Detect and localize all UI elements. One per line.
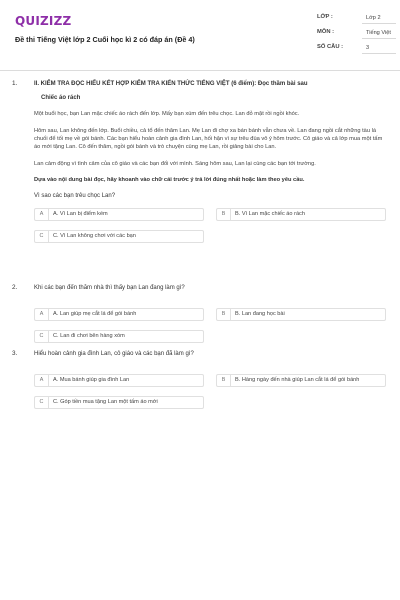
option-b[interactable] xyxy=(216,208,386,221)
option-b[interactable] xyxy=(216,374,386,387)
page-title: Đề thi Tiếng Việt lớp 2 Cuối học kì 2 có đáp án (Đề 4) xyxy=(15,35,195,44)
meta-label: MÔN : xyxy=(317,29,335,35)
meta-value: Tiếng Việt xyxy=(362,27,396,39)
meta-row-class xyxy=(317,12,397,27)
meta-label: SỐ CÂU : xyxy=(317,44,344,50)
section-title: II. KIỂM TRA ĐỌC HIỂU KẾT HỢP KIỂM TRA KIẾN THỨC TIẾNG VIỆT (6 điểm): Đọc thầm bài sau xyxy=(34,81,308,87)
question-body xyxy=(34,350,386,406)
option-text: B. Vì Lan mặc chiếc áo rách xyxy=(235,211,305,217)
passage-paragraph: Hôm sau, Lan không đến lớp. Buổi chiều, cả tổ đến thăm Lan. Mẹ Lan đi chợ xa bán bánh vẫn chưa về. Lan đang ngồi cắt những tàu lá chuối để tối mẹ về gói bánh. Các bạn hiểu hoàn cảnh gia đình Lan, hối hận vì sự trêu đùa vô ý hôm trước. Cô giáo và cả lớp mua một tấm áo mới tặng Lan. Cô đến thăm, ngồi gói bánh và trò chuyện cùng mẹ Lan, rồi giảng bài cho Lan. xyxy=(34,128,383,150)
meta-table xyxy=(317,12,397,57)
meta-row-count xyxy=(317,42,397,57)
passage-paragraph: Một buổi học, bạn Lan mặc chiếc áo rách đến lớp. Mấy bạn xúm đến trêu chọc. Lan đỏ mặt rồi ngồi khóc. xyxy=(34,111,300,117)
passage-paragraph: Lan cảm động vì tình cảm của cô giáo và các bạn đối với mình. Sáng hôm sau, Lan lại cùng các bạn tới trường. xyxy=(34,161,316,167)
option-text: C. Lan đi chơi bên hàng xóm xyxy=(53,333,125,339)
option-c[interactable] xyxy=(34,396,204,409)
question-number: 2. xyxy=(12,284,18,291)
question-body xyxy=(34,80,386,248)
question-number: 3. xyxy=(12,350,18,357)
meta-row-subject xyxy=(317,27,397,42)
options-group xyxy=(34,208,386,248)
instruction-text: Dựa vào nội dung bài đọc, hãy khoanh vào chữ cái trước ý trả lời đúng nhất hoặc làm theo yêu cầu. xyxy=(34,177,305,183)
meta-label: LỚP : xyxy=(317,14,333,20)
option-c[interactable] xyxy=(34,230,204,243)
option-a[interactable] xyxy=(34,208,204,221)
question-prompt: Vì sao các bạn trêu chọc Lan? xyxy=(34,193,116,199)
option-text: B. Lan đang học bài xyxy=(235,311,285,317)
question-number: 1. xyxy=(12,80,18,87)
option-letter: C xyxy=(35,231,49,242)
options-group xyxy=(34,300,386,340)
option-letter: A xyxy=(35,375,49,386)
story-title: Chiếc áo rách xyxy=(41,95,81,101)
meta-value: Lớp 2 xyxy=(362,12,396,24)
option-letter: B xyxy=(217,209,231,220)
option-letter: B xyxy=(217,309,231,320)
meta-value: 3 xyxy=(362,42,396,54)
question-body xyxy=(34,284,386,340)
option-letter: B xyxy=(217,375,231,386)
worksheet-header xyxy=(12,10,391,62)
option-letter: C xyxy=(35,331,49,342)
option-letter: C xyxy=(35,397,49,408)
options-group xyxy=(34,366,386,406)
option-text: C. Vì Lan không chơi với các bạn xyxy=(53,233,136,239)
option-text: A. Lan giúp mẹ cắt lá để gói bánh xyxy=(53,311,137,317)
question-prompt: Hiểu hoàn cảnh gia đình Lan, cô giáo và các bạn đã làm gì? xyxy=(34,351,194,357)
option-text: C. Góp tiền mua tặng Lan một tấm áo mới xyxy=(53,399,158,405)
option-letter: A xyxy=(35,209,49,220)
quizizz-logo: QUIZIZZ xyxy=(15,14,72,28)
option-text: B. Hàng ngày đến nhà giúp Lan cắt lá để gói bánh xyxy=(235,377,360,383)
option-a[interactable] xyxy=(34,374,204,387)
option-c[interactable] xyxy=(34,330,204,343)
option-text: A. Vì Lan bị điểm kém xyxy=(53,211,108,217)
option-a[interactable] xyxy=(34,308,204,321)
option-text: A. Mua bánh giúp gia đình Lan xyxy=(53,377,130,383)
option-b[interactable] xyxy=(216,308,386,321)
divider xyxy=(0,70,400,71)
option-letter: A xyxy=(35,309,49,320)
question-prompt: Khi các bạn đến thăm nhà thì thấy bạn Lan đang làm gì? xyxy=(34,285,185,291)
